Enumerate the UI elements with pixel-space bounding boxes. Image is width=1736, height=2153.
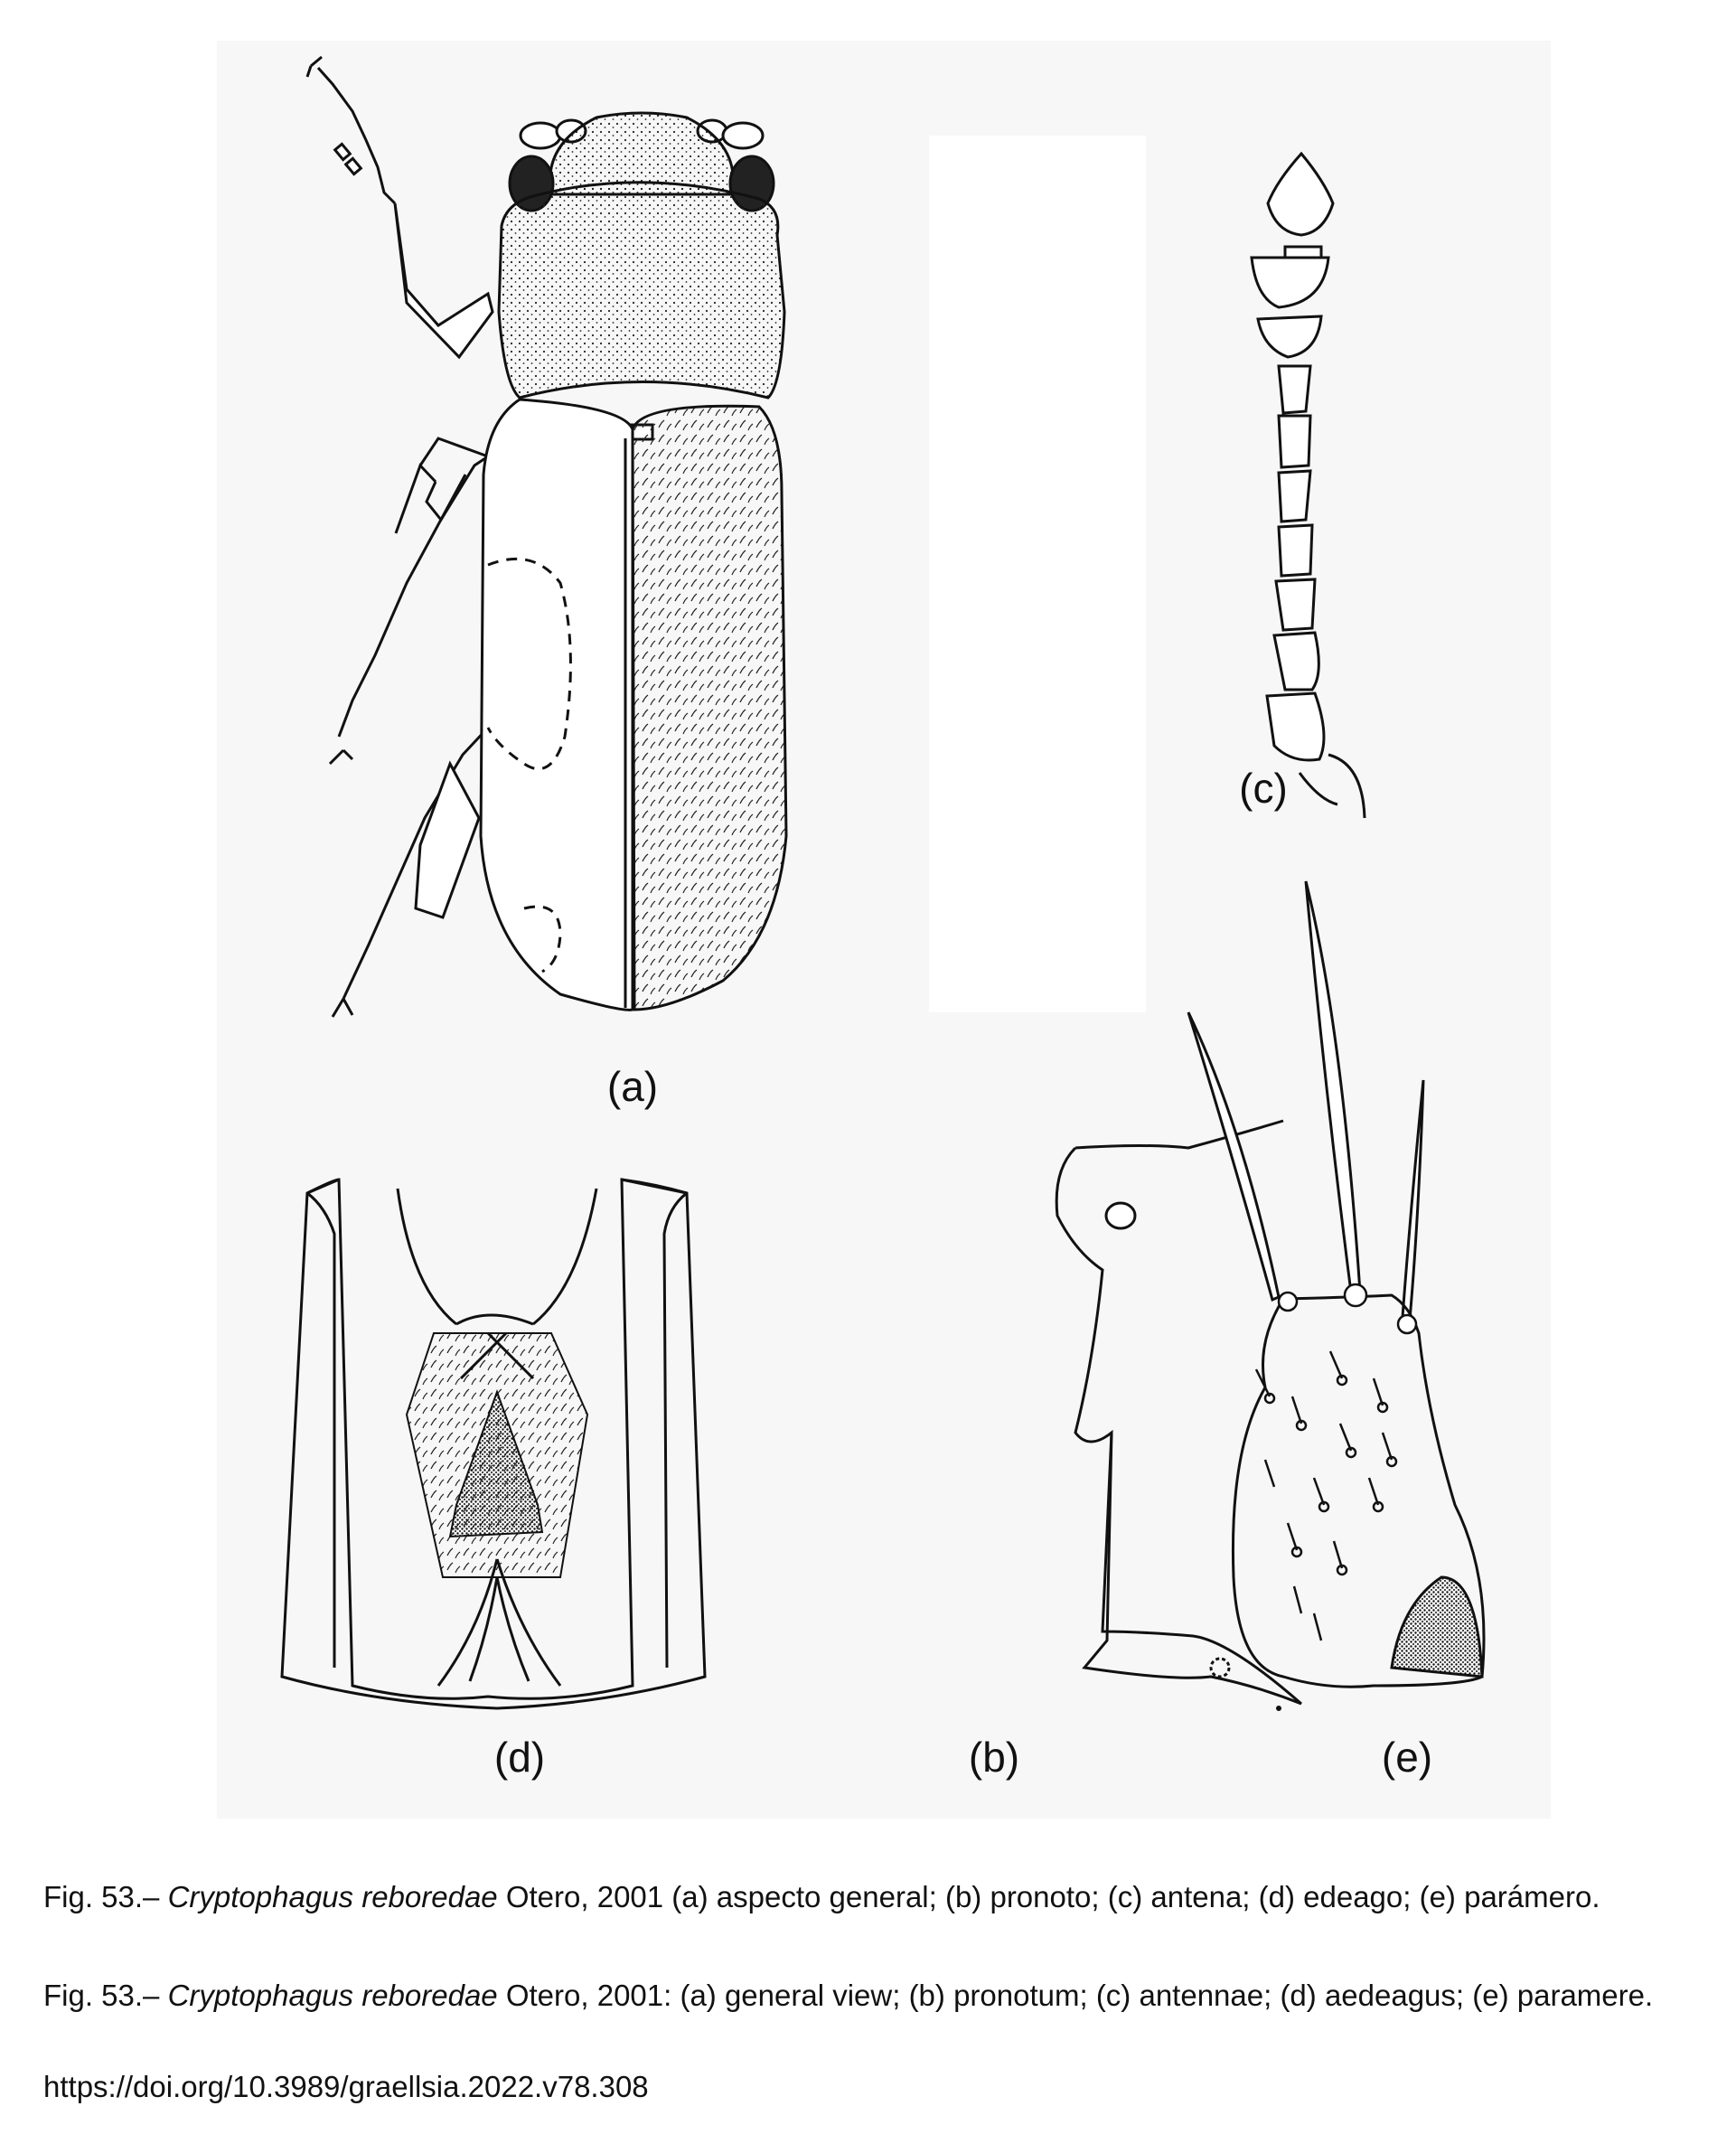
caption-english [43, 1972, 1695, 2019]
panel-b-pronotum-drawing [1056, 1121, 1301, 1704]
caption-es-species: Cryptophagus reboredae [167, 1880, 498, 1913]
caption-es-prefix: Fig. 53.– [43, 1880, 168, 1913]
panel-c-antenna-drawing [1252, 154, 1365, 818]
figure-plate [217, 41, 1551, 1819]
doi-link[interactable]: https://doi.org/10.3989/graellsia.2022.v78.308 [43, 2070, 649, 2103]
caption-spanish [43, 1874, 1695, 1921]
panel-d-aedeagus-drawing [282, 1180, 705, 1708]
caption-en-text: Otero, 2001: (a) general view; (b) pronotum; (c) antennae; (d) aedeagus; (e) paramere. [497, 1979, 1654, 2012]
panel-label-a: (a) [606, 1063, 659, 1110]
caption-en-prefix: Fig. 53.– [43, 1979, 168, 2012]
panel-label-e: (e) [1381, 1734, 1433, 1781]
panel-a-beetle-drawing [307, 57, 786, 1017]
panel-label-c: (c) [1239, 765, 1288, 812]
panel-e-paramere-drawing [1188, 881, 1484, 1711]
figure-drawings [217, 41, 1551, 1819]
panel-label-d: (d) [493, 1734, 546, 1781]
panel-label-b: (b) [968, 1734, 1020, 1781]
caption-en-species: Cryptophagus reboredae [167, 1979, 498, 2012]
caption-es-text: Otero, 2001 (a) aspecto general; (b) pronoto; (c) antena; (d) edeago; (e) parámero. [497, 1880, 1600, 1913]
